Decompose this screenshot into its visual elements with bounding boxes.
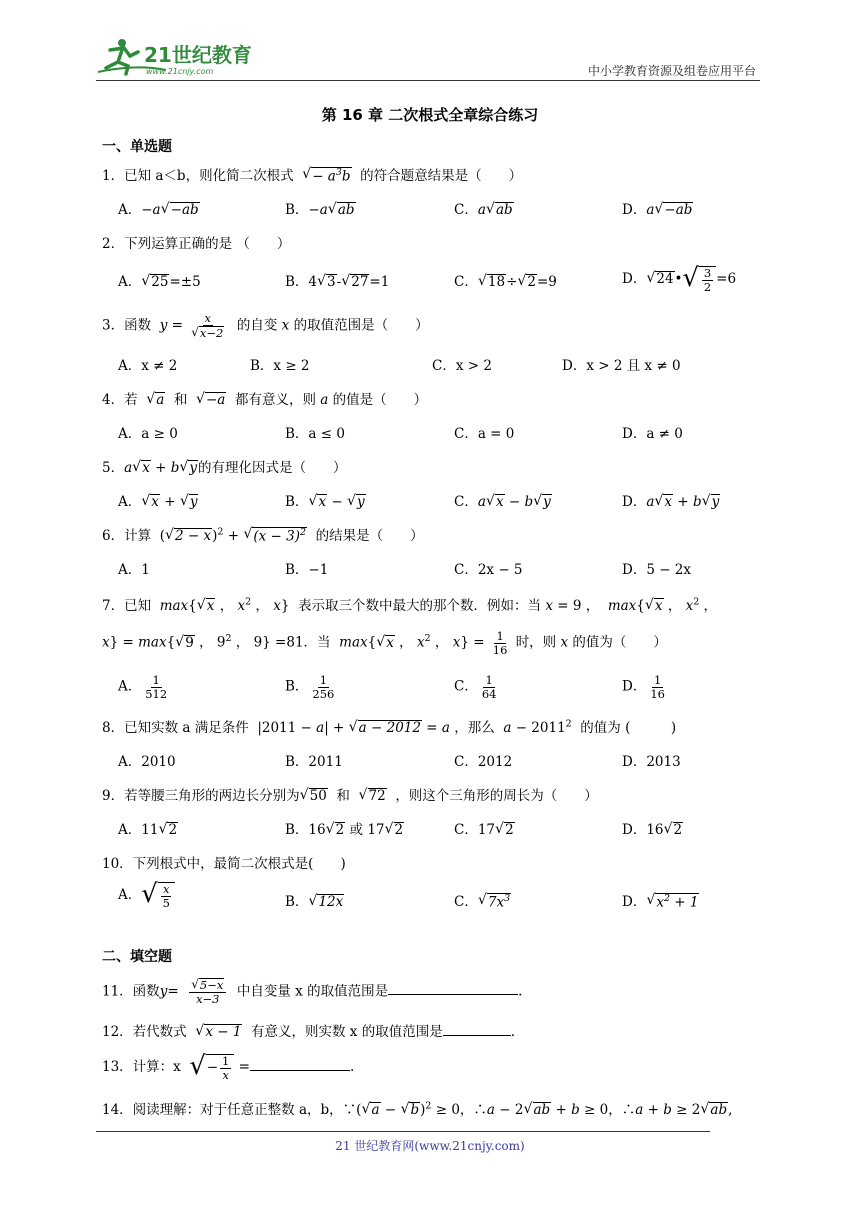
question-5: 5．a √ x + b √ y 的有理化因式是（ ）	[102, 459, 347, 477]
q2-option-b[interactable]: B．4 √ 3 - √ 27 =1	[285, 273, 390, 291]
question-4: 4．若 √ a 和 √ −a 都有意义，则 a 的值是（ ）	[102, 391, 428, 409]
logo-url: www.21cnjy.com	[146, 67, 214, 76]
q9-option-c[interactable]: C．17 √ 2	[454, 821, 514, 839]
q11-answer-blank[interactable]	[388, 994, 518, 995]
section-fill-in: 二、填空题	[102, 949, 172, 965]
q7-option-a[interactable]: A． $\frac{1}{512}$	[118, 673, 168, 701]
q2-option-d[interactable]: D． √ 24 • √ $\frac{3}{2}$ =6	[622, 263, 737, 294]
q10-option-d[interactable]: D． √ $x^2 + 1$	[622, 892, 699, 911]
question-12: 12．若代数式 √ x − 1 有意义，则实数 x 的取值范围是 .	[102, 1023, 516, 1041]
q8-option-c[interactable]: C．2012	[454, 754, 513, 770]
q4-option-b[interactable]: B．a ≤ 0	[285, 426, 345, 442]
question-14: 14．阅读理解：对于任意正整数 a，b，∵( √ a − √ b )$^2$ ≥ 0，∴a − 2 √ ab + b ≥ 0，∴a + b ≥ 2 √ ab ,	[102, 1100, 733, 1119]
q10-option-b[interactable]: B． √ 12x	[285, 893, 344, 911]
q10-option-a[interactable]: A． √ $\frac{x}{5}$	[118, 882, 175, 909]
section-single-choice: 一、单选题	[102, 139, 172, 155]
page-title: 第 16 章 二次根式全章综合练习	[321, 106, 539, 124]
q3-option-a[interactable]: A．x ≠ 2	[118, 358, 178, 374]
q2-option-c[interactable]: C． √ 18 ÷ √ 2 =9	[454, 273, 557, 291]
site-logo	[96, 36, 256, 78]
question-13: 13．计算：x √ − $\frac{1}{x}$ = .	[102, 1051, 355, 1082]
q4-option-a[interactable]: A．a ≥ 0	[118, 426, 178, 442]
q6-option-d[interactable]: D．5 − 2x	[622, 562, 692, 578]
q7-option-d[interactable]: D． $\frac{1}{16}$	[622, 673, 665, 701]
question-9: 9．若等腰三角形的两边长分别为 √ 50 和 √ 72 ，则这个三角形的周长为（ ）	[102, 787, 598, 805]
q8-option-b[interactable]: B．2011	[285, 754, 343, 770]
q6-option-a[interactable]: A．1	[118, 562, 150, 578]
platform-name: 中小学教育资源及组卷应用平台	[587, 64, 756, 78]
footer-text: 21 世纪教育网(www.21cnjy.com)	[335, 1139, 525, 1153]
q4-option-d[interactable]: D．a ≠ 0	[622, 426, 683, 442]
q5-option-b[interactable]: B． √ x − √ y	[285, 493, 365, 511]
q1-option-c[interactable]: C．a √ ab	[454, 201, 513, 219]
question-7-line-1: 7．已知 max{ √ x ， $x^2$ ， x} 表示取三个数中最大的那个数．例如：当 x = 9 ， max{ √ x ， $x^2$ ，	[102, 596, 718, 615]
q1-stem: 1．已知 a＜b，则化简二次根式	[102, 168, 294, 184]
q8-option-d[interactable]: D．2013	[622, 754, 681, 770]
q2-option-a[interactable]: A． √ 25 =±5	[118, 273, 201, 291]
question-2: 2．下列运算正确的是 （ ）	[102, 236, 291, 252]
q9-option-b[interactable]: B．16 √ 2 或 17 √ 2	[285, 821, 404, 839]
q6-option-b[interactable]: B．−1	[285, 562, 329, 578]
q1-radical: √ − $a^3b$	[302, 166, 351, 185]
q1-option-d[interactable]: D．a √ −ab	[622, 201, 693, 219]
question-10: 10．下列根式中，最简二次根式是( )	[102, 856, 346, 872]
question-3: 3．函数 y = x √ x−2 的自变 x 的取值范围是（ ）	[102, 311, 429, 340]
q8-option-a[interactable]: A．2010	[118, 754, 176, 770]
q1-tail: 的符合题意结果是（ ）	[360, 168, 523, 184]
question-1	[102, 164, 522, 186]
q3-option-d[interactable]: D．x > 2 且 x ≠ 0	[562, 358, 681, 374]
q3-option-c[interactable]: C．x > 2	[432, 358, 492, 374]
q4-option-c[interactable]: C．a = 0	[454, 426, 515, 442]
q3-option-b[interactable]: B．x ≥ 2	[250, 358, 310, 374]
question-8: 8．已知实数 a 满足条件 |2011 − a| + √ a − 2012 = a ，那么 $a - 2011^2$ 的值为 ( )	[102, 718, 677, 737]
q5-option-c[interactable]: C．a √ x − b √ y	[454, 493, 551, 511]
logo-text: 21世纪教育	[144, 43, 252, 67]
q9-option-a[interactable]: A．11 √ 2	[118, 821, 178, 839]
q12-answer-blank[interactable]	[443, 1035, 511, 1036]
q1-option-b[interactable]: B．−a √ ab	[285, 201, 355, 219]
q13-answer-blank[interactable]	[250, 1070, 350, 1071]
q9-option-d[interactable]: D．16 √ 2	[622, 821, 683, 839]
q5-option-a[interactable]: A． √ x + √ y	[118, 493, 198, 511]
q1-option-a[interactable]: A．−a √ −ab	[118, 201, 199, 219]
question-7-line-2: x} = max{ √ 9 ， $9^2$ ， 9} =81．当 max{ √ x ， $x^2$ ， x} = $\frac{1}{16}$ 时，则 x 的值为（ ）	[102, 629, 667, 657]
q7-option-c[interactable]: C． $\frac{1}{64}$	[454, 673, 497, 701]
question-11: 11．函数y= √ 5−x x−3 中自变量 x 的取值范围是 .	[102, 977, 523, 1007]
q6-option-c[interactable]: C．2x − 5	[454, 562, 523, 578]
q7-option-b[interactable]: B． $\frac{1}{256}$	[285, 673, 335, 701]
header-divider	[96, 80, 760, 81]
question-6: 6．计算 ( √ 2 − x )$^2$ + √ $(x - 3)^2$ 的结果是（ ）	[102, 526, 424, 545]
q5-option-d[interactable]: D．a √ x + b √ y	[622, 493, 720, 511]
footer-divider	[96, 1131, 710, 1132]
q10-option-c[interactable]: C． √ $7x^3$	[454, 892, 511, 911]
